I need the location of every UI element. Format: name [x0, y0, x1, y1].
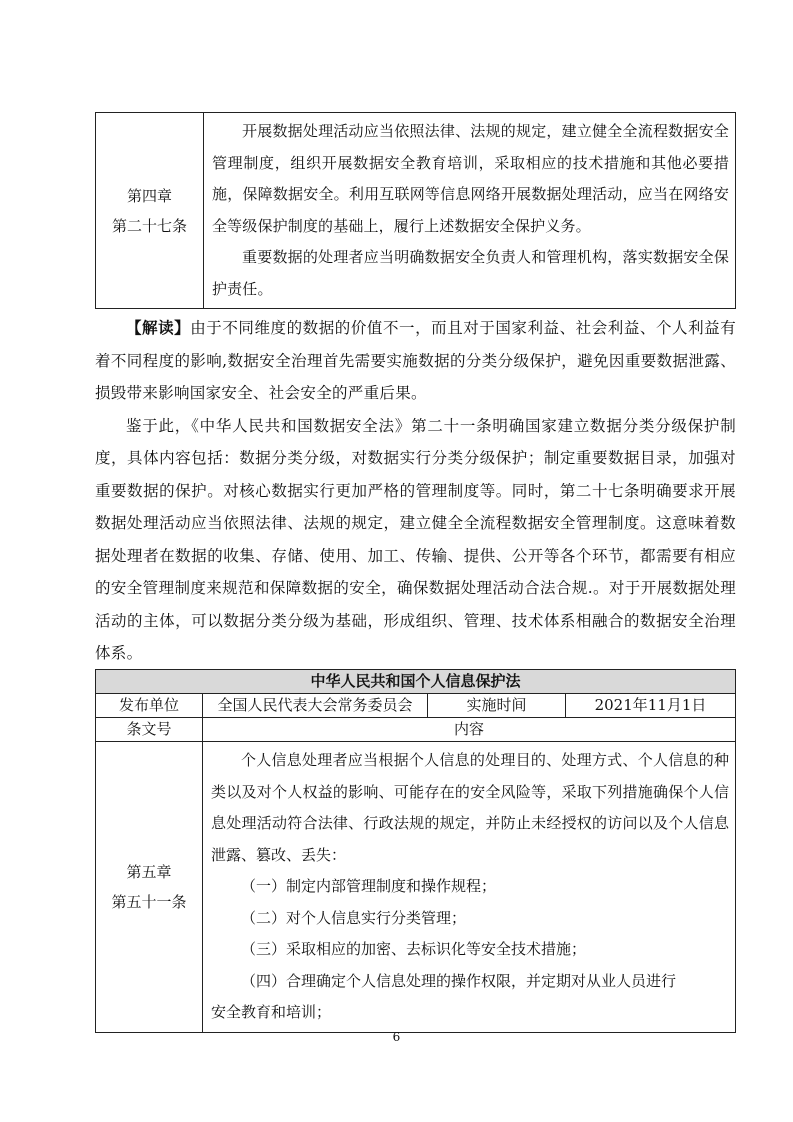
- interpretation-text: 由于不同维度的数据的价值不一，而且对于国家利益、社会利益、个人利益有着不同程度的影响,数据安全治理首先需要实施数据的分类分级保护，避免因重要数据泄露、损毁带来影响国家安全、社会安全的严重后果。: [95, 319, 737, 402]
- list-item: （三）采取相应的加密、去标识化等安全技术措施；: [241, 940, 587, 958]
- article-content-cell: [203, 742, 736, 1033]
- content-header: 内容: [203, 718, 736, 742]
- article-label: 第二十七条: [111, 216, 187, 235]
- page-number: 6: [392, 1030, 401, 1044]
- article-table-data-security-law: [95, 112, 736, 309]
- interpretation-paragraph: 鉴于此，《中华人民共和国数据安全法》第二十一条明确国家建立数据分类分级保护制度，具体内容包括：数据分类分级，对数据实行分类分级保护；制定重要数据目录，加强对重要数据的保护。对核心数据实行更加严格的管理制度等。同时，第二十七条明确要求开展数据处理活动应当依照法律、法规的规定，建立健全全流程数据安全管理制度。这意味着数据处理者在数据的收集、存储、使用、加工、传输、提供、公开等各个环节，都需要有相应的安全管理制度来规范和保障数据的安全，确保数据处理活动合法合规.。对于开展数据处理活动的主体，可以数据分类分级为基础，形成组织、管理、技术体系相融合的数据安全治理体系。: [95, 416, 736, 662]
- article-number-header: 条文号: [96, 718, 203, 742]
- article-label: 第五十一条: [111, 892, 187, 911]
- chapter-label: 第四章: [126, 186, 172, 205]
- interpretation-label: 【解读】: [126, 318, 191, 337]
- list-item-continuation: 安全教育和培训；: [211, 1003, 332, 1021]
- article-table-personal-information-law: [95, 669, 736, 1033]
- chapter-label: 第五章: [126, 862, 172, 881]
- interpretation-section: [95, 312, 736, 670]
- effective-date-label: 实施时间: [428, 694, 566, 718]
- article-number-cell: [96, 742, 203, 1033]
- article-paragraph: 个人信息处理者应当根据个人信息的处理目的、处理方式、个人信息的种类以及对个人权益的影响、可能存在的安全风险等，采取下列措施确保个人信息处理活动符合法律、行政法规的规定，并防止未经授权的访问以及个人信息泄露、篡改、丢失：: [211, 751, 729, 864]
- list-item: （二）对个人信息实行分类管理；: [241, 908, 467, 927]
- list-item: （四）合理确定个人信息处理的操作权限，并定期对从业人员进行: [241, 971, 677, 990]
- law-title: 中华人民共和国个人信息保护法: [96, 670, 736, 694]
- article-paragraph: 重要数据的处理者应当明确数据安全负责人和管理机构，落实数据安全保护责任。: [212, 248, 729, 298]
- article-number-cell: [96, 113, 204, 309]
- list-item: （一）制定内部管理制度和操作规程；: [241, 877, 497, 895]
- article-content-cell: [204, 113, 736, 309]
- article-paragraph: 开展数据处理活动应当依照法律、法规的规定，建立健全全流程数据安全管理制度，组织开展数据安全教育培训，采取相应的技术措施和其他必要措施，保障数据安全。利用互联网等信息网络开展数据处理活动，应当在网络安全等级保护制度的基础上，履行上述数据安全保护义务。: [212, 122, 729, 235]
- issuer-label: 发布单位: [96, 694, 203, 718]
- issuer-value: 全国人民代表大会常务委员会: [203, 694, 428, 718]
- effective-date-value: 2021年11月1日: [566, 694, 736, 718]
- interpretation-paragraph: [95, 312, 736, 410]
